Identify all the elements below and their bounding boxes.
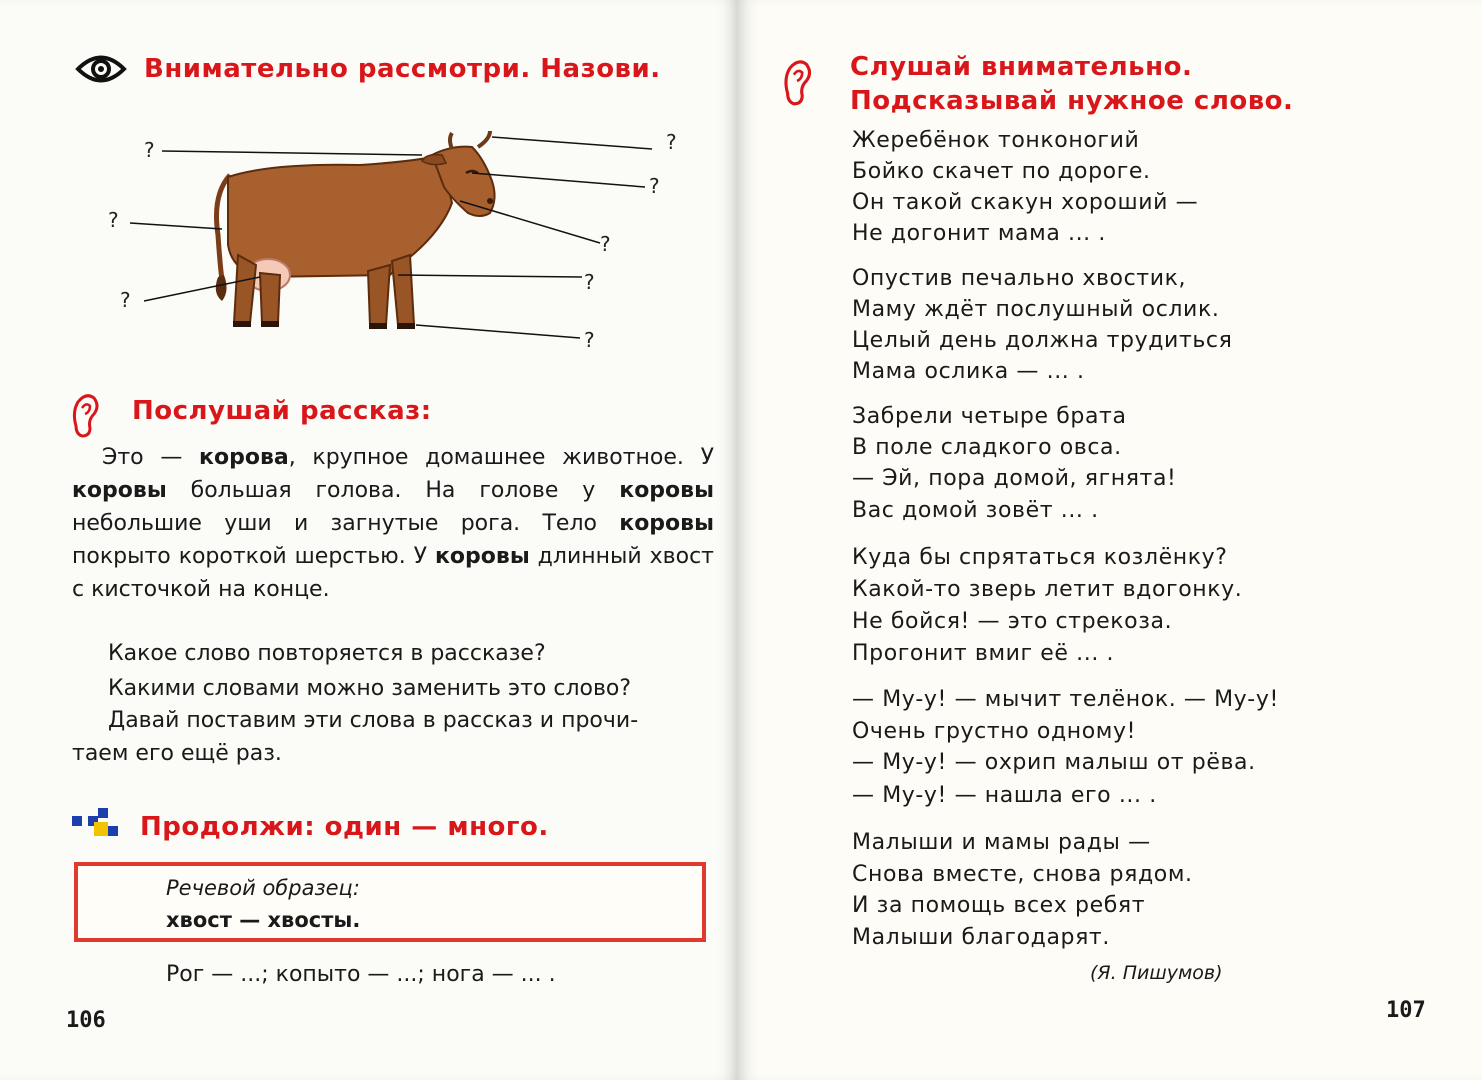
page-number: 106 (66, 1008, 106, 1033)
poem-line: Маму ждёт послушный ослик. (852, 297, 1220, 322)
question-line: Какое слово повторяется в рассказе? (108, 641, 546, 666)
poem-line: Мама ослика — ... . (852, 359, 1085, 384)
question-line: Давай поставим эти слова в рассказ и прочи- (108, 708, 639, 733)
poem-line: В поле сладкого овса. (852, 435, 1122, 460)
poem-line: Жеребёнок тонконогий (852, 128, 1140, 153)
cow-label-q: ? (666, 130, 677, 154)
poem-line: Бойко скачет по дороге. (852, 159, 1151, 184)
poem-line: Снова вместе, снова рядом. (852, 862, 1193, 887)
cow-label-q: ? (120, 288, 131, 312)
cow-illustration (216, 131, 495, 329)
cow-label-q: ? (144, 138, 155, 162)
poem-line: — Му-у! — мычит телёнок. — Му-у! (852, 687, 1279, 712)
sample-text: хвост — хвосты. (166, 908, 361, 932)
page-number: 107 (1386, 998, 1426, 1023)
poem-line: — Му-у! — нашла его ... . (852, 783, 1157, 808)
poem-line: Какой-то зверь летит вдогонку. (852, 577, 1243, 602)
right-page (738, 0, 1482, 1080)
poem-line: Не догонит мама ... . (852, 221, 1106, 246)
eye-icon (76, 52, 126, 86)
ear-icon (70, 392, 100, 440)
cow-label-q: ? (600, 232, 611, 256)
cow-label-q: ? (584, 270, 595, 294)
cow-label-q: ? (584, 328, 595, 352)
poem-line: Забрели четыре брата (852, 404, 1127, 429)
squares-icon (72, 808, 120, 842)
sample-label: Речевой образец: (166, 876, 360, 900)
ear-icon (780, 58, 814, 108)
story-paragraph: Это — корова, крупное домашнее животное. У коровы большая голова. На голове у коровы небольшие уши и загнутые рога. Тело коровы покрыто короткой шерстью. У коровы длинный хвост с кисточкой на конце. (72, 445, 714, 602)
poem-line: Целый день должна трудиться (852, 328, 1233, 353)
section-title-listen: Послушай рассказ: (132, 396, 432, 426)
poem-line: Малыши благодарят. (852, 925, 1110, 950)
poem-line: Очень грустно одному! (852, 719, 1137, 744)
poem-author: (Я. Пишумов) (1090, 962, 1223, 984)
cow-label-q: ? (649, 174, 660, 198)
speech-sample-box (74, 862, 706, 942)
poem-line: Куда бы спрятаться козлёнку? (852, 545, 1228, 570)
question-line: Какими словами можно заменить это слово? (108, 676, 632, 701)
poem-title-line1: Слушай внимательно. (850, 52, 1193, 82)
poem-line: И за помощь всех ребят (852, 893, 1146, 918)
cow-label-q: ? (108, 208, 119, 232)
poem-line: Вас домой зовёт ... . (852, 498, 1099, 523)
poem-line: Прогонит вмиг её ... . (852, 641, 1115, 666)
section-title-look: Внимательно рассмотри. Назови. (144, 54, 661, 84)
section-title-continue: Продолжи: один — много. (140, 812, 549, 842)
poem-line: — Му-у! — охрип малыш от рёва. (852, 750, 1256, 775)
poem-line: Малыши и мамы рады — (852, 830, 1151, 855)
poem-line: Не бойся! — это стрекоза. (852, 609, 1173, 634)
question-line: таем его ещё раз. (72, 741, 282, 766)
poem-title-line2: Подсказывай нужное слово. (850, 86, 1294, 116)
left-page (0, 0, 738, 1080)
cow-diagram (100, 125, 677, 360)
poem-line: Опустив печально хвостик, (852, 266, 1187, 291)
poem-line: Он такой скакун хороший — (852, 190, 1199, 215)
poem-line: — Эй, пора домой, ягнята! (852, 466, 1177, 491)
exercise-line: Рог — ...; копыто — ...; нога — ... . (166, 962, 556, 987)
